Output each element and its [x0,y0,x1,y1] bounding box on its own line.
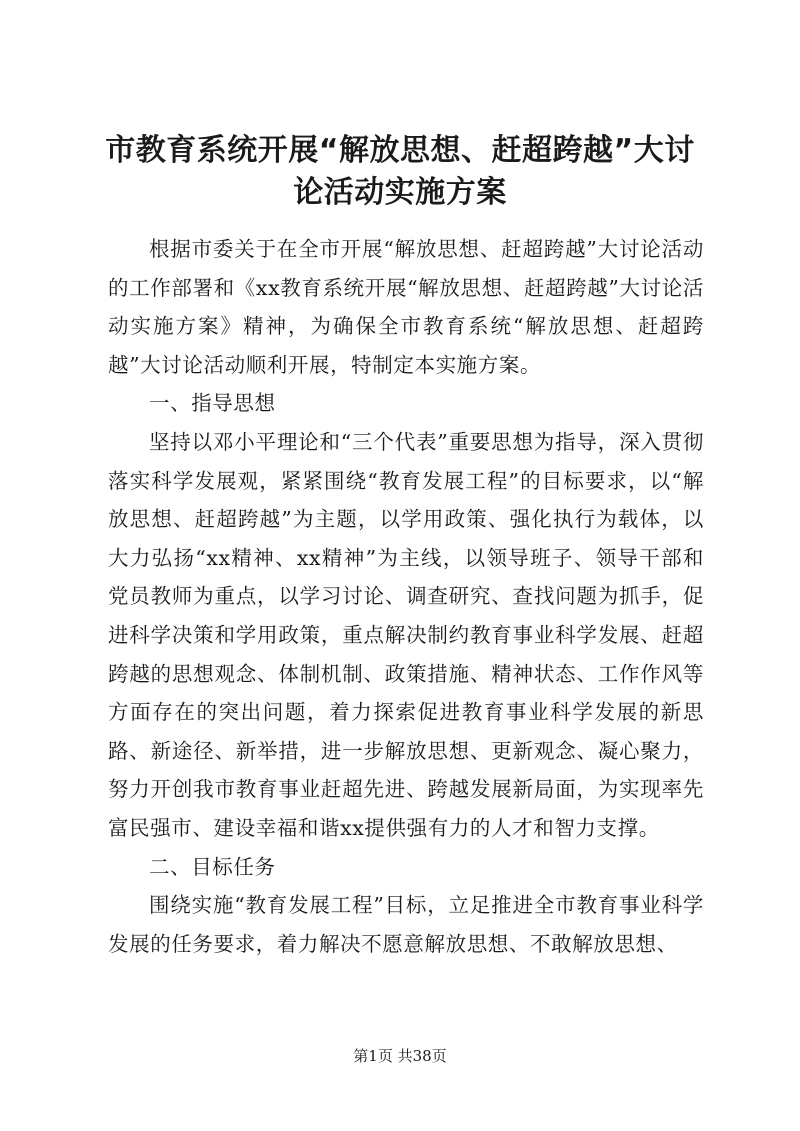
intro-paragraph: 根据市委关于在全市开展“解放思想、赶超跨越”大讨论活动的工作部署和《xx教育系统开展“解放思想、赶超跨越”大讨论活动实施方案》精神，为确保全市教育系统“解放思想、赶超跨越”大讨论活动顺利开展，特制定本实施方案。 [108,237,704,377]
document-title: 市教育系统开展“解放思想、赶超跨越”大讨论活动实施方案 [105,133,695,210]
guiding-ideology-paragraph: 坚持以邓小平理论和“三个代表”重要思想为指导，深入贯彻落实科学发展观，紧紧围绕“教育发展工程”的目标要求，以“解放思想、赶超跨越”为主题，以学用政策、强化执行为载体，以大力弘扬“xx精神、xx精神”为主线，以领导班子、领导干部和党员教师为重点，以学习讨论、调查研究、查找问题为抓手，促进科学决策和学用政策，重点解决制约教育事业科学发展、赶超跨越的思想观念、体制机制、政策措施、精神状态、工作作风等方面存在的突出问题，着力探索促进教育事业科学发展的新思路、新途径、新举措，进一步解放思想、更新观念、凝心聚力，努力开创我市教育事业赶超先进、跨越发展新局面，为实现率先富民强市、建设幸福和谐xx提供强有力的人才和智力支撑。 [108,429,704,840]
document-body [108,230,704,963]
section-heading-goals-tasks: 二、目标任务 [149,854,276,879]
goals-tasks-paragraph: 围绕实施“教育发展工程”目标，立足推进全市教育事业科学发展的任务要求，着力解决不愿意解放思想、不敢解放思想、 [108,893,704,956]
page-number-footer: 第1页 共38页 [353,1047,447,1065]
section-heading-guiding-ideology: 一、指导思想 [149,391,276,416]
